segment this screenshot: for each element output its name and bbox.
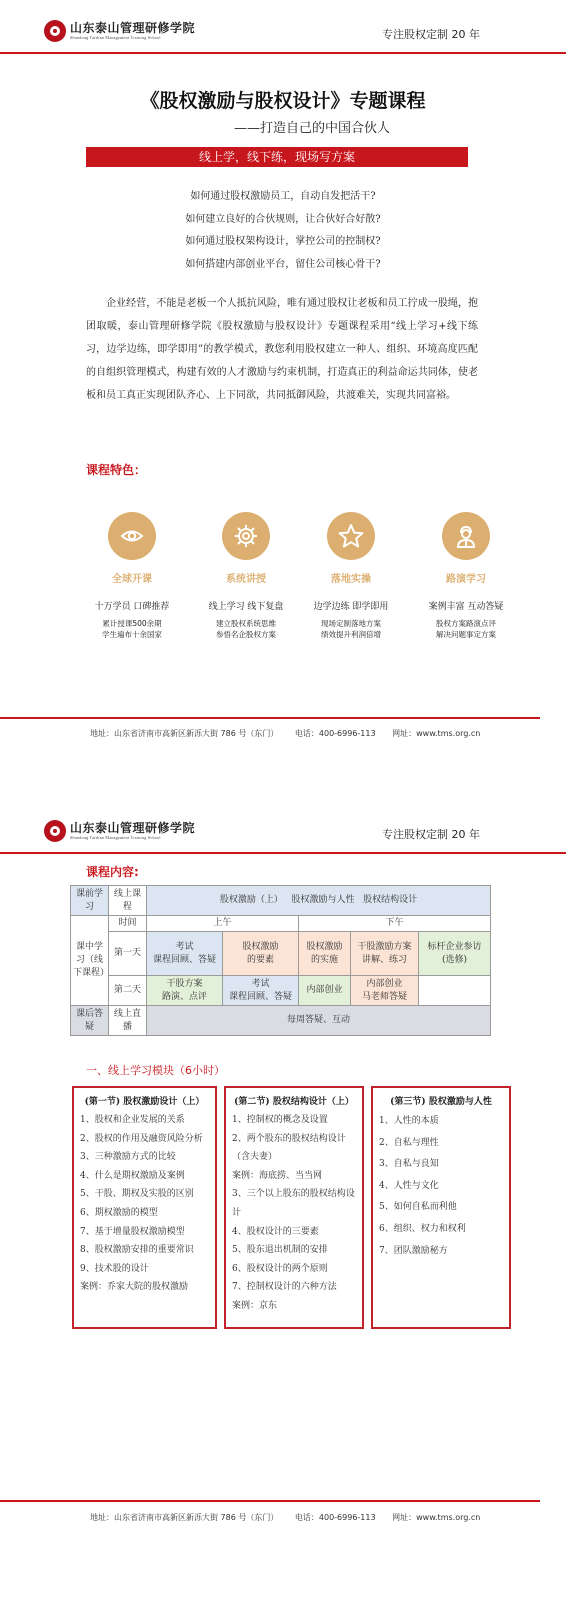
section-title: (第三节) 股权激励与人性 xyxy=(390,1097,492,1107)
list-item: 1、股权和企业发展的关系 xyxy=(80,1115,185,1125)
footer-address: 地址：山东省济南市高新区新泺大街 786 号（东门） xyxy=(90,1513,279,1522)
list-item: 4、什么是期权激励及案例 xyxy=(80,1170,185,1181)
feature-detail: 累计授课500余期 xyxy=(102,619,162,628)
list-item: 7、基于增量股权激励模型 xyxy=(80,1226,185,1237)
schedule-cell: 干股方案 路演、点评 xyxy=(147,976,223,1006)
section-box-2 xyxy=(224,1086,364,1329)
header-divider xyxy=(0,852,566,854)
am-label: 上午 xyxy=(147,916,299,932)
row-label: 课前学习 xyxy=(71,886,109,916)
feature-detail: 现场定制落地方案 xyxy=(321,619,381,628)
logo-emblem-icon xyxy=(44,820,66,842)
footer-divider xyxy=(0,1500,540,1502)
header-divider xyxy=(0,52,566,54)
module-heading: 一、线上学习模块（6小时） xyxy=(86,1064,225,1077)
table-row xyxy=(71,932,491,976)
footer-website: 网址：www.tms.org.cn xyxy=(392,729,481,738)
section-box-3 xyxy=(371,1086,511,1329)
question-item: 如何通过股权激励员工，自动自发把活干? xyxy=(190,191,376,202)
list-item: 4、股权设计的三要素 xyxy=(232,1226,319,1237)
pre-course-content: 股权激励（上） 股权激励与人性 股权结构设计 xyxy=(147,886,491,916)
logo-name: 山东泰山管理研修学院 xyxy=(70,20,196,35)
section-title: (第一节) 股权激励设计（上） xyxy=(84,1097,205,1107)
page-2 xyxy=(0,800,566,1600)
feature-system xyxy=(191,512,301,640)
content-heading: 课程内容: xyxy=(86,865,139,879)
list-item: 3、三个以上股东的股权结构设计 xyxy=(232,1189,355,1218)
list-item: 6、组织、权力和权利 xyxy=(379,1223,466,1234)
footer-phone: 电话：400-6996-113 xyxy=(294,1513,376,1522)
schedule-cell: 内部创业 马老师答疑 xyxy=(351,976,419,1006)
list-item: 案例：海底捞、当当网 xyxy=(232,1170,323,1181)
features-heading: 课程特色： xyxy=(86,463,147,477)
list-item: 3、自私与良知 xyxy=(379,1159,439,1170)
question-item: 如何通过股权架构设计，掌控公司的控制权? xyxy=(185,236,381,247)
list-item: 5、股东退出机制的安排 xyxy=(232,1245,328,1256)
course-title: 《股权激励与股权设计》专题课程 xyxy=(140,90,426,112)
list-item: 6、股权设计的两个原则 xyxy=(232,1263,328,1274)
list-item: 案例：京东 xyxy=(232,1300,278,1311)
gear-icon xyxy=(222,512,270,560)
list-item: 2、股权的作用及融资风险分析 xyxy=(80,1133,203,1144)
feature-highlight: 线上学习 线下复盘 xyxy=(208,602,284,612)
list-item: 8、股权激励安排的重要常识 xyxy=(80,1245,194,1256)
table-row xyxy=(71,1006,491,1036)
list-item: 6、期权激励的模型 xyxy=(80,1207,158,1218)
feature-practice xyxy=(296,512,406,640)
logo-name: 山东泰山管理研修学院 xyxy=(70,820,196,835)
feature-highlight: 案例丰富 互动答疑 xyxy=(428,602,504,612)
feature-detail: 参悟名企股权方案 xyxy=(216,630,276,639)
list-item: 7、控制权设计的六种方法 xyxy=(232,1282,337,1293)
list-item: 2、自私与理性 xyxy=(379,1137,439,1148)
schedule-cell: 标杆企业参访 (选修) xyxy=(419,932,491,976)
schedule-cell xyxy=(419,976,491,1006)
list-item: 案例：乔家大院的股权激励 xyxy=(80,1282,189,1293)
time-label: 时间 xyxy=(109,916,147,932)
school-logo xyxy=(44,820,195,842)
footer-phone: 电话：400-6996-113 xyxy=(294,729,376,738)
feature-roadshow xyxy=(411,512,521,640)
feature-title: 落地实操 xyxy=(331,574,371,585)
post-course-content: 每周答疑、互动 xyxy=(147,1006,491,1036)
question-item: 如何建立良好的合伙规则，让合伙好合好散? xyxy=(185,213,381,225)
list-item: 3、三种激励方式的比较 xyxy=(80,1152,176,1163)
schedule-cell: 考试 课程回顾、答疑 xyxy=(223,976,299,1006)
header-slogan: 专注股权定制 20 年 xyxy=(382,28,480,41)
page-footer xyxy=(90,728,494,739)
course-subtitle: ——打造自己的中国合伙人 xyxy=(234,121,391,136)
feature-highlight: 边学边练 即学即用 xyxy=(313,602,389,612)
question-item: 如何搭建内部创业平台，留住公司核心骨干? xyxy=(185,258,381,270)
schedule-cell: 股权激励 的实施 xyxy=(299,932,351,976)
question-list xyxy=(0,186,566,276)
footer-divider xyxy=(0,717,540,719)
feature-highlight: 十万学员 口碑推荐 xyxy=(94,602,170,612)
feature-detail: 绩效提升利润倍增 xyxy=(321,630,381,639)
feature-global xyxy=(77,512,187,640)
table-row xyxy=(71,976,491,1006)
list-item: 7、团队激励秘方 xyxy=(379,1245,448,1256)
star-icon xyxy=(327,512,375,560)
row-label: 课后答疑 xyxy=(71,1006,109,1036)
row-mode: 线上直播 xyxy=(109,1006,147,1036)
logo-emblem-icon xyxy=(44,20,66,42)
eye-icon xyxy=(108,512,156,560)
list-item: 1、控制权的概念及设置 xyxy=(232,1115,328,1125)
schedule-cell: 内部创业 xyxy=(299,976,351,1006)
page-footer xyxy=(90,1512,494,1523)
footer-website: 网址：www.tms.org.cn xyxy=(392,1513,481,1522)
day-label: 第二天 xyxy=(109,976,147,1006)
section-title: (第二节) 股权结构设计（上） xyxy=(234,1097,354,1107)
schedule-cell: 考试 课程回顾、答疑 xyxy=(147,932,223,976)
feature-detail: 解决问题事定方案 xyxy=(436,630,496,639)
list-item: 9、技术股的设计 xyxy=(80,1263,149,1274)
school-logo xyxy=(44,20,195,42)
schedule-cell: 干股激励方案 讲解、练习 xyxy=(351,932,419,976)
footer-address: 地址：山东省济南市高新区新泺大街 786 号（东门） xyxy=(90,729,279,738)
course-banner: 线上学，线下练，现场写方案 xyxy=(86,147,468,167)
advisor-icon xyxy=(442,512,490,560)
table-row xyxy=(71,916,491,932)
row-mode: 线上课程 xyxy=(109,886,147,916)
list-item: 5、如何自私而利他 xyxy=(379,1202,457,1213)
intro-paragraph: 企业经营，不能是老板一个人抵抗风险，唯有通过股权让老板和员工拧成一股绳，抱团取暖，泰山管理研修学院《股权激励与股权设计》专题课程采用“线上学习+线下练习，边学边练，即学即用”的教学模式，教您利用股权建立一种人、组织、环境高度匹配的自组织管理模式，构建有效的人才激励与约束机制，打造真正的利益命运共同体，使老板和员工真正实现团队齐心、上下同欲，共同抵御风险，共渡难关，实现共同富裕。 xyxy=(86,298,478,401)
feature-title: 路演学习 xyxy=(446,574,486,585)
schedule-table xyxy=(70,885,491,1036)
feature-title: 系统讲授 xyxy=(226,574,266,585)
logo-english-name: Shandong Taishan Management Training School xyxy=(70,34,161,40)
feature-detail: 建立股权系统思维 xyxy=(216,619,276,628)
feature-detail: 学生遍布十余国家 xyxy=(102,630,162,639)
list-item: 1、人性的本质 xyxy=(379,1116,439,1126)
page-header xyxy=(0,800,566,856)
pm-label: 下午 xyxy=(299,916,491,932)
header-slogan: 专注股权定制 20 年 xyxy=(382,828,480,841)
feature-detail: 股权方案路演点评 xyxy=(436,619,496,628)
section-box-1 xyxy=(72,1086,217,1329)
day-label: 第一天 xyxy=(109,932,147,976)
row-label: 课中学习（线下课程） xyxy=(71,916,109,1006)
table-row xyxy=(71,886,491,916)
schedule-cell: 股权激励 的要素 xyxy=(223,932,299,976)
list-item: 2、两个股东的股权结构设计（含夫妻） xyxy=(232,1133,346,1163)
feature-title: 全球开课 xyxy=(112,574,152,585)
list-item: 4、人性与文化 xyxy=(379,1180,439,1191)
logo-english-name: Shandong Taishan Management Training School xyxy=(70,834,161,840)
list-item: 5、干股、期权及实股的区别 xyxy=(80,1189,194,1200)
page-header xyxy=(0,0,566,56)
